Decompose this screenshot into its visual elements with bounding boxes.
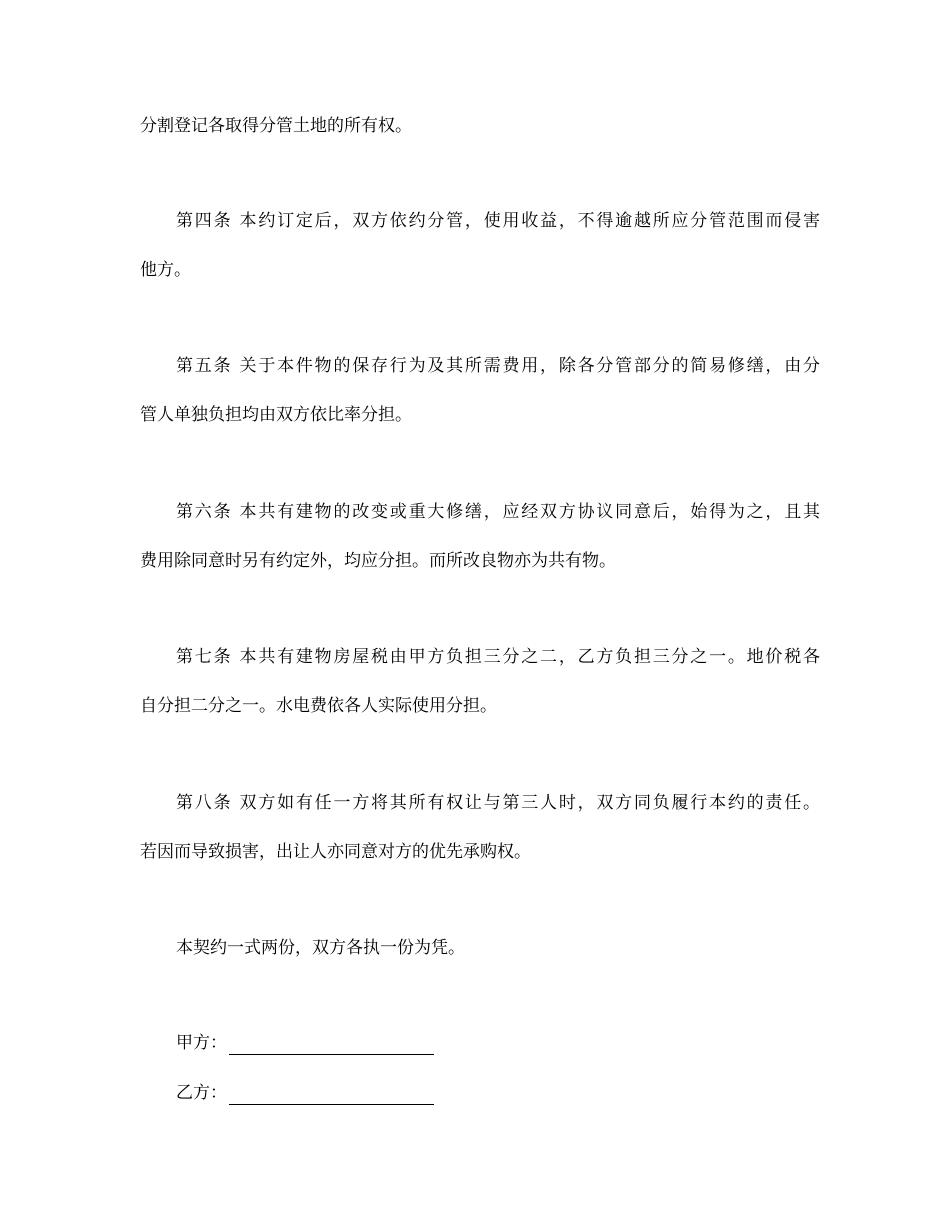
signature-party-b [176,1077,434,1105]
article-6-line-1: 第六条 本共有建物的改变或重大修缮，应经双方协议同意后，始得为之，且其 [176,502,820,522]
article-7-line-1: 第七条 本共有建物房屋税由甲方负担三分之二，乙方负担三分之一。地价税各 [176,647,820,667]
paragraph-line: 分割登记各取得分管土地的所有权。 [140,116,412,136]
signature-party-a [176,1027,434,1055]
article-8-line-2: 若因而导致损害，出让人亦同意对方的优先承购权。 [140,842,531,862]
article-7-line-2: 自分担二分之一。水电费依各人实际使用分担。 [140,696,497,716]
article-5-line-2: 管人单独负担均由双方依比率分担。 [140,405,412,425]
signature-label: 乙方： [176,1083,227,1103]
signature-blank-line[interactable] [229,1036,434,1055]
article-4-line-2: 他方。 [140,260,191,280]
article-6-line-2: 费用除同意时另有约定外，均应分担。而所改良物亦为共有物。 [140,551,616,571]
closing-clause: 本契约一式两份，双方各执一份为凭。 [176,938,465,958]
signature-label: 甲方： [176,1033,227,1053]
article-4-line-1: 第四条 本约订定后，双方依约分管，使用收益，不得逾越所应分管范围而侵害 [176,211,820,231]
signature-blank-line[interactable] [229,1086,434,1105]
article-8-line-1: 第八条 双方如有任一方将其所有权让与第三人时，双方同负履行本约的责任。 [176,793,820,813]
article-5-line-1: 第五条 关于本件物的保存行为及其所需费用，除各分管部分的简易修缮，由分 [176,356,820,376]
